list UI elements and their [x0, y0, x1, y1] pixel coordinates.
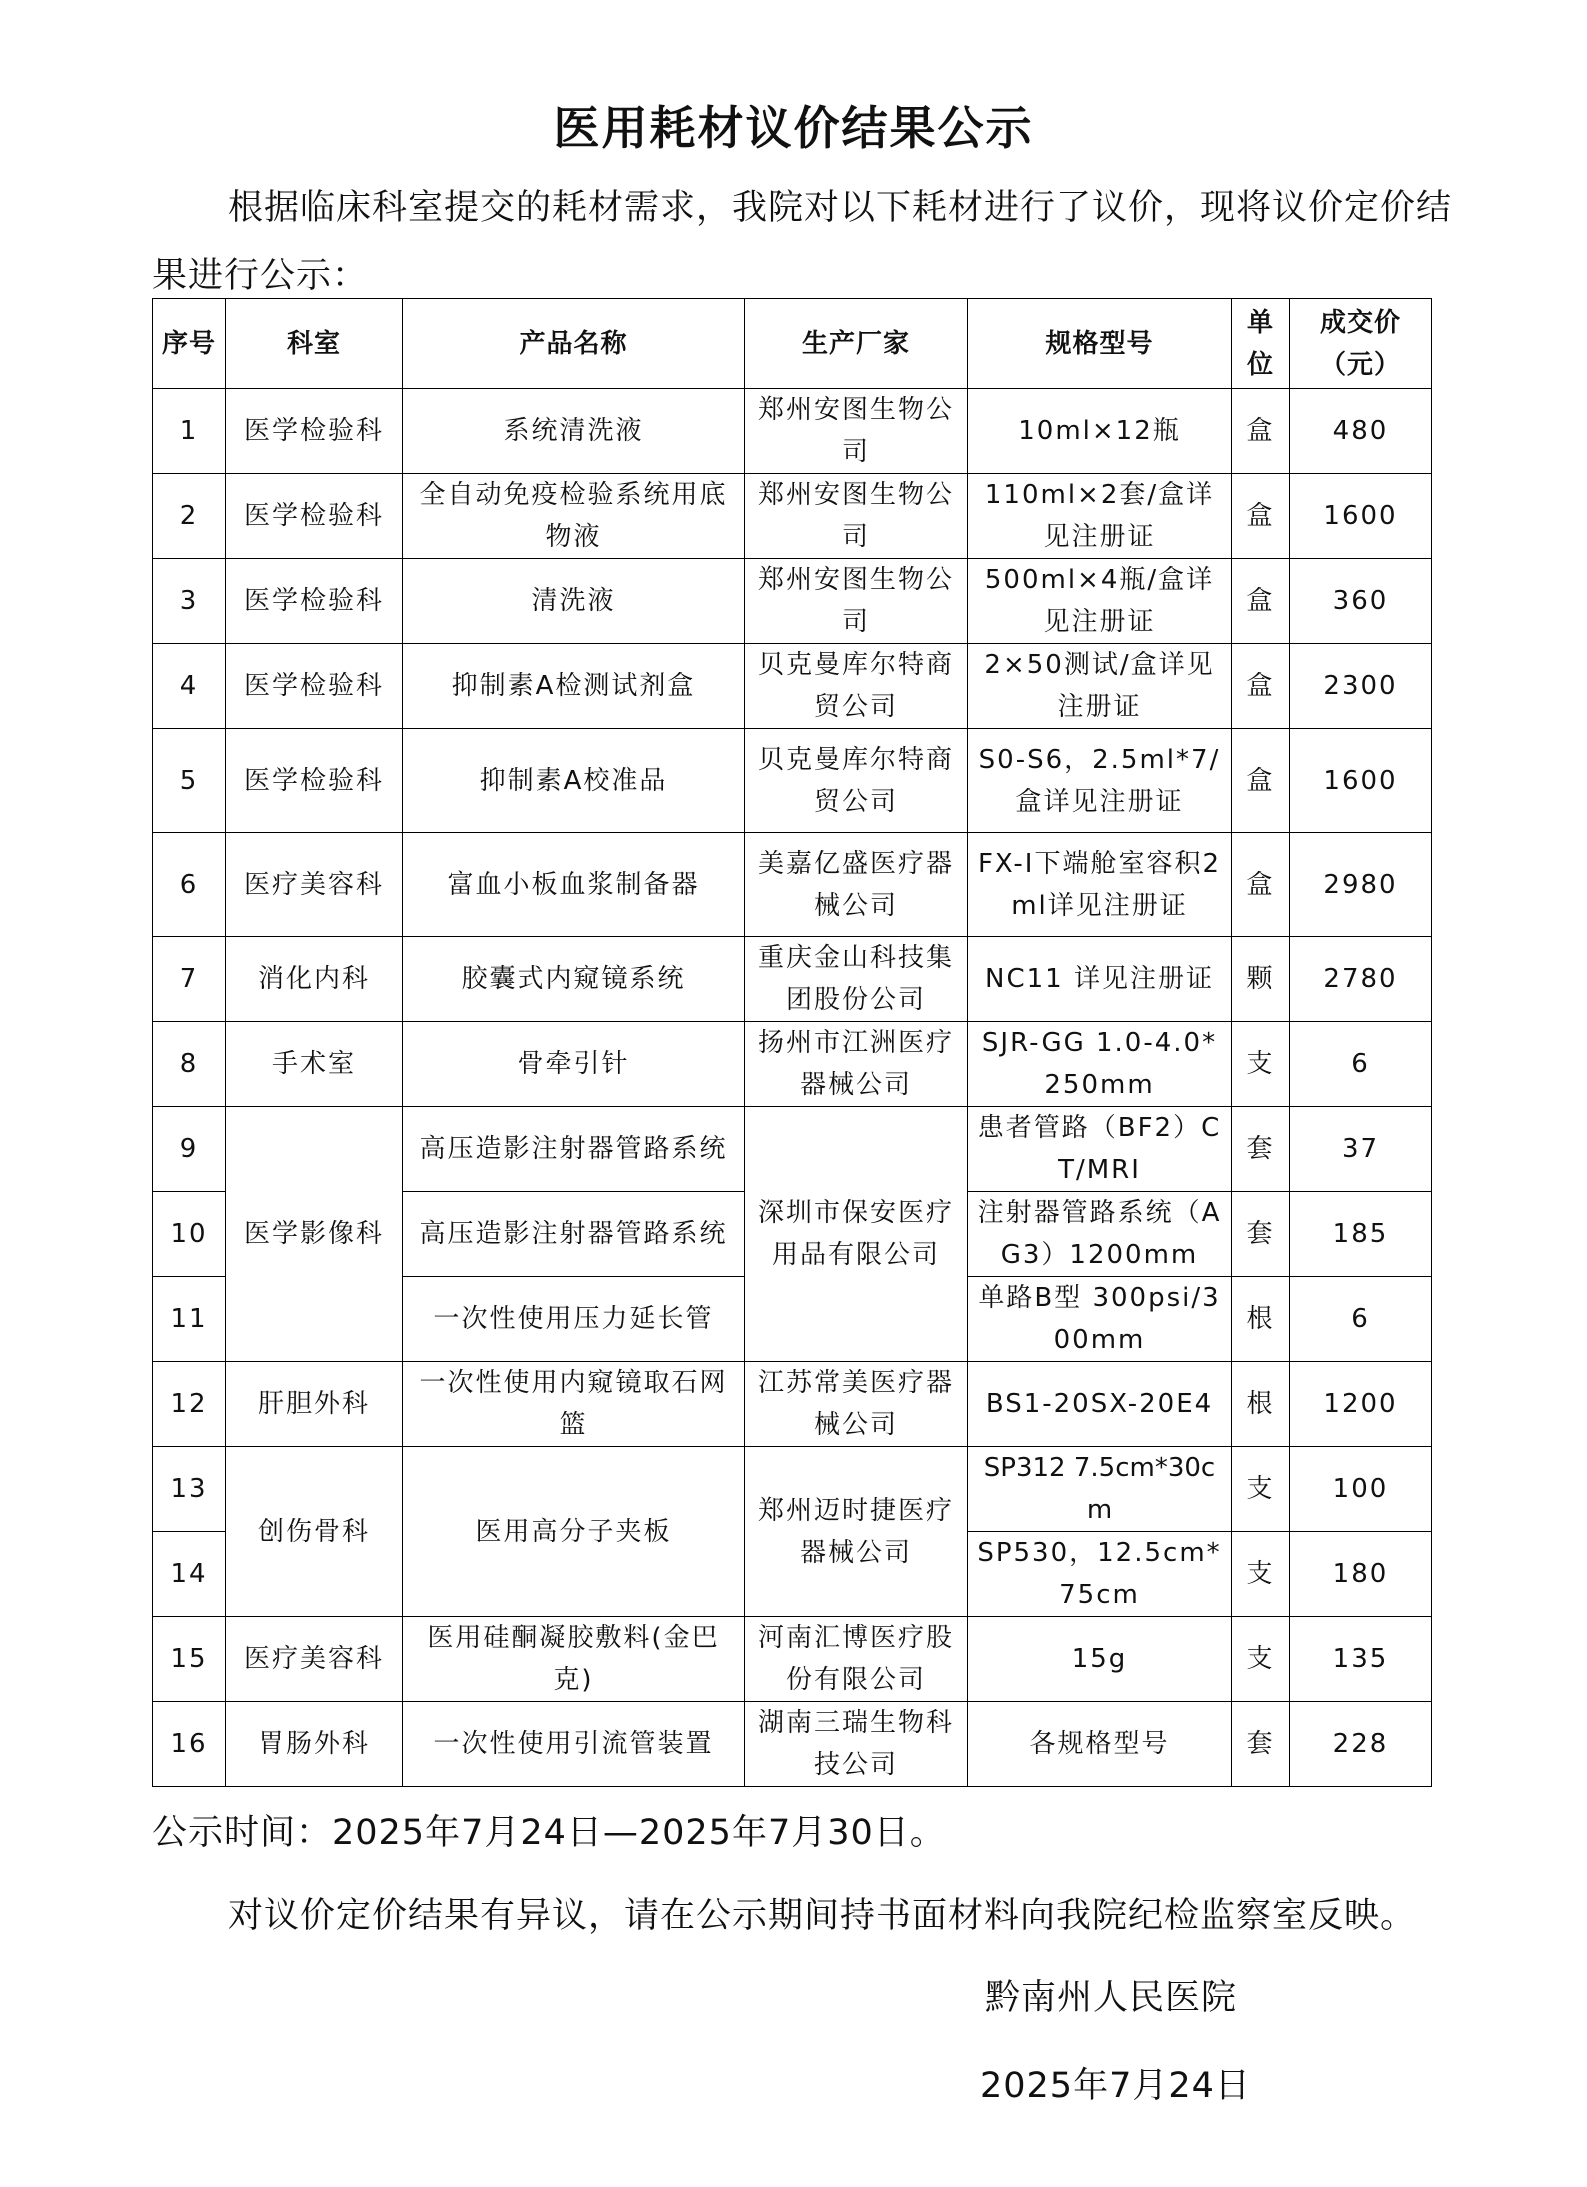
cell-dept: 肝胆外科: [226, 1362, 403, 1447]
cell-spec: NC11 详见注册证: [968, 937, 1232, 1022]
signature-date: 2025年7月24日: [980, 2066, 1251, 2106]
cell-unit: 支: [1232, 1022, 1290, 1107]
cell-no: 16: [153, 1702, 226, 1787]
price-table: [152, 298, 1432, 1787]
cell-price: 100: [1290, 1447, 1432, 1532]
cell-dept: 医学检验科: [226, 729, 403, 833]
cell-no: 13: [153, 1447, 226, 1532]
cell-no: 6: [153, 833, 226, 937]
cell-unit: 套: [1232, 1702, 1290, 1787]
cell-price: 360: [1290, 559, 1432, 644]
cell-no: 9: [153, 1107, 226, 1192]
table-row: [153, 833, 1432, 937]
cell-no: 3: [153, 559, 226, 644]
cell-unit: 盒: [1232, 474, 1290, 559]
cell-unit: 根: [1232, 1362, 1290, 1447]
cell-dept: 医学检验科: [226, 559, 403, 644]
cell-spec: 110ml×2套/盒详见注册证: [968, 474, 1232, 559]
header-unit: 单位: [1232, 299, 1290, 389]
cell-unit: 盒: [1232, 389, 1290, 474]
cell-maker: 河南汇博医疗股份有限公司: [745, 1617, 968, 1702]
cell-no: 1: [153, 389, 226, 474]
cell-maker: 深圳市保安医疗用品有限公司: [745, 1107, 968, 1362]
header-price: 成交价（元）: [1290, 299, 1432, 389]
cell-product: 医用高分子夹板: [403, 1447, 745, 1617]
cell-no: 5: [153, 729, 226, 833]
cell-spec: SJR-GG 1.0-4.0*250mm: [968, 1022, 1232, 1107]
cell-unit: 盒: [1232, 729, 1290, 833]
cell-price: 37: [1290, 1107, 1432, 1192]
cell-dept: 医疗美容科: [226, 1617, 403, 1702]
cell-dept: 医学影像科: [226, 1107, 403, 1362]
cell-unit: 盒: [1232, 559, 1290, 644]
cell-price: 2980: [1290, 833, 1432, 937]
cell-maker: 郑州安图生物公司: [745, 389, 968, 474]
table-header-row: [153, 299, 1432, 389]
header-product: 产品名称: [403, 299, 745, 389]
cell-price: 1600: [1290, 729, 1432, 833]
table-row: [153, 1447, 1432, 1532]
cell-unit: 套: [1232, 1107, 1290, 1192]
cell-dept: 医学检验科: [226, 474, 403, 559]
cell-price: 6: [1290, 1277, 1432, 1362]
table-row: [153, 1022, 1432, 1107]
cell-maker: 重庆金山科技集团股份公司: [745, 937, 968, 1022]
cell-product: 富血小板血浆制备器: [403, 833, 745, 937]
intro-paragraph: 根据临床科室提交的耗材需求，我院对以下耗材进行了议价，现将议价定价结果进行公示：: [152, 188, 1453, 296]
cell-price: 135: [1290, 1617, 1432, 1702]
cell-no: 12: [153, 1362, 226, 1447]
cell-maker: 郑州迈时捷医疗器械公司: [745, 1447, 968, 1617]
cell-spec: SP312 7.5cm*30cm: [968, 1447, 1232, 1532]
cell-product: 一次性使用压力延长管: [403, 1277, 745, 1362]
objection-note: 对议价定价结果有异议，请在公示期间持书面材料向我院纪检监察室反映。: [228, 1896, 1417, 1936]
cell-no: 11: [153, 1277, 226, 1362]
cell-spec: 注射器管路系统（AG3）1200mm: [968, 1192, 1232, 1277]
cell-product: 骨牵引针: [403, 1022, 745, 1107]
cell-no: 2: [153, 474, 226, 559]
cell-price: 6: [1290, 1022, 1432, 1107]
cell-spec: 10ml×12瓶: [968, 389, 1232, 474]
cell-unit: 根: [1232, 1277, 1290, 1362]
cell-price: 180: [1290, 1532, 1432, 1617]
cell-spec: 15g: [968, 1617, 1232, 1702]
cell-dept: 创伤骨科: [226, 1447, 403, 1617]
header-no: 序号: [153, 299, 226, 389]
table-row: [153, 1702, 1432, 1787]
cell-product: 全自动免疫检验系统用底物液: [403, 474, 745, 559]
cell-no: 4: [153, 644, 226, 729]
cell-dept: 医学检验科: [226, 389, 403, 474]
table-row: [153, 1107, 1432, 1192]
cell-unit: 盒: [1232, 833, 1290, 937]
cell-spec: 各规格型号: [968, 1702, 1232, 1787]
cell-maker: 贝克曼库尔特商贸公司: [745, 644, 968, 729]
cell-price: 1200: [1290, 1362, 1432, 1447]
header-dept: 科室: [226, 299, 403, 389]
header-spec: 规格型号: [968, 299, 1232, 389]
cell-dept: 消化内科: [226, 937, 403, 1022]
cell-no: 14: [153, 1532, 226, 1617]
cell-unit: 套: [1232, 1192, 1290, 1277]
cell-no: 10: [153, 1192, 226, 1277]
cell-dept: 医学检验科: [226, 644, 403, 729]
table-row: [153, 559, 1432, 644]
table-row: [153, 729, 1432, 833]
cell-product: 胶囊式内窥镜系统: [403, 937, 745, 1022]
cell-maker: 扬州市江洲医疗器械公司: [745, 1022, 968, 1107]
cell-spec: 单路B型 300psi/300mm: [968, 1277, 1232, 1362]
cell-product: 一次性使用引流管装置: [403, 1702, 745, 1787]
table-row: [153, 937, 1432, 1022]
cell-product: 高压造影注射器管路系统: [403, 1192, 745, 1277]
cell-product: 高压造影注射器管路系统: [403, 1107, 745, 1192]
cell-unit: 盒: [1232, 644, 1290, 729]
cell-spec: FX-I下端舱室容积2ml详见注册证: [968, 833, 1232, 937]
cell-maker: 贝克曼库尔特商贸公司: [745, 729, 968, 833]
cell-unit: 支: [1232, 1617, 1290, 1702]
cell-unit: 颗: [1232, 937, 1290, 1022]
cell-product: 一次性使用内窥镜取石网篮: [403, 1362, 745, 1447]
table-row: [153, 474, 1432, 559]
cell-no: 7: [153, 937, 226, 1022]
signature-organization: 黔南州人民医院: [985, 1978, 1238, 2018]
cell-price: 185: [1290, 1192, 1432, 1277]
cell-spec: SP530，12.5cm*75cm: [968, 1532, 1232, 1617]
cell-spec: S0-S6，2.5ml*7/盒详见注册证: [968, 729, 1232, 833]
cell-maker: 美嘉亿盛医疗器械公司: [745, 833, 968, 937]
cell-unit: 支: [1232, 1447, 1290, 1532]
cell-dept: 医疗美容科: [226, 833, 403, 937]
cell-maker: 湖南三瑞生物科技公司: [745, 1702, 968, 1787]
publicity-period: 公示时间：2025年7月24日—2025年7月30日。: [152, 1813, 946, 1853]
table-row: [153, 644, 1432, 729]
cell-price: 1600: [1290, 474, 1432, 559]
cell-product: 抑制素A检测试剂盒: [403, 644, 745, 729]
cell-dept: 手术室: [226, 1022, 403, 1107]
cell-spec: BS1-20SX-20E4: [968, 1362, 1232, 1447]
page-title: 医用耗材议价结果公示: [553, 101, 1034, 155]
cell-price: 2300: [1290, 644, 1432, 729]
cell-product: 清洗液: [403, 559, 745, 644]
cell-spec: 患者管路（BF2）CT/MRI: [968, 1107, 1232, 1192]
cell-price: 2780: [1290, 937, 1432, 1022]
cell-unit: 支: [1232, 1532, 1290, 1617]
cell-spec: 2×50测试/盒详见注册证: [968, 644, 1232, 729]
cell-price: 480: [1290, 389, 1432, 474]
cell-maker: 江苏常美医疗器械公司: [745, 1362, 968, 1447]
header-maker: 生产厂家: [745, 299, 968, 389]
table-row: [153, 389, 1432, 474]
cell-product: 系统清洗液: [403, 389, 745, 474]
cell-no: 15: [153, 1617, 226, 1702]
cell-price: 228: [1290, 1702, 1432, 1787]
table-row: [153, 1362, 1432, 1447]
cell-spec: 500ml×4瓶/盒详见注册证: [968, 559, 1232, 644]
cell-product: 抑制素A校准品: [403, 729, 745, 833]
cell-maker: 郑州安图生物公司: [745, 474, 968, 559]
cell-maker: 郑州安图生物公司: [745, 559, 968, 644]
table-row: [153, 1617, 1432, 1702]
cell-no: 8: [153, 1022, 226, 1107]
cell-product: 医用硅酮凝胶敷料(金巴克): [403, 1617, 745, 1702]
cell-dept: 胃肠外科: [226, 1702, 403, 1787]
